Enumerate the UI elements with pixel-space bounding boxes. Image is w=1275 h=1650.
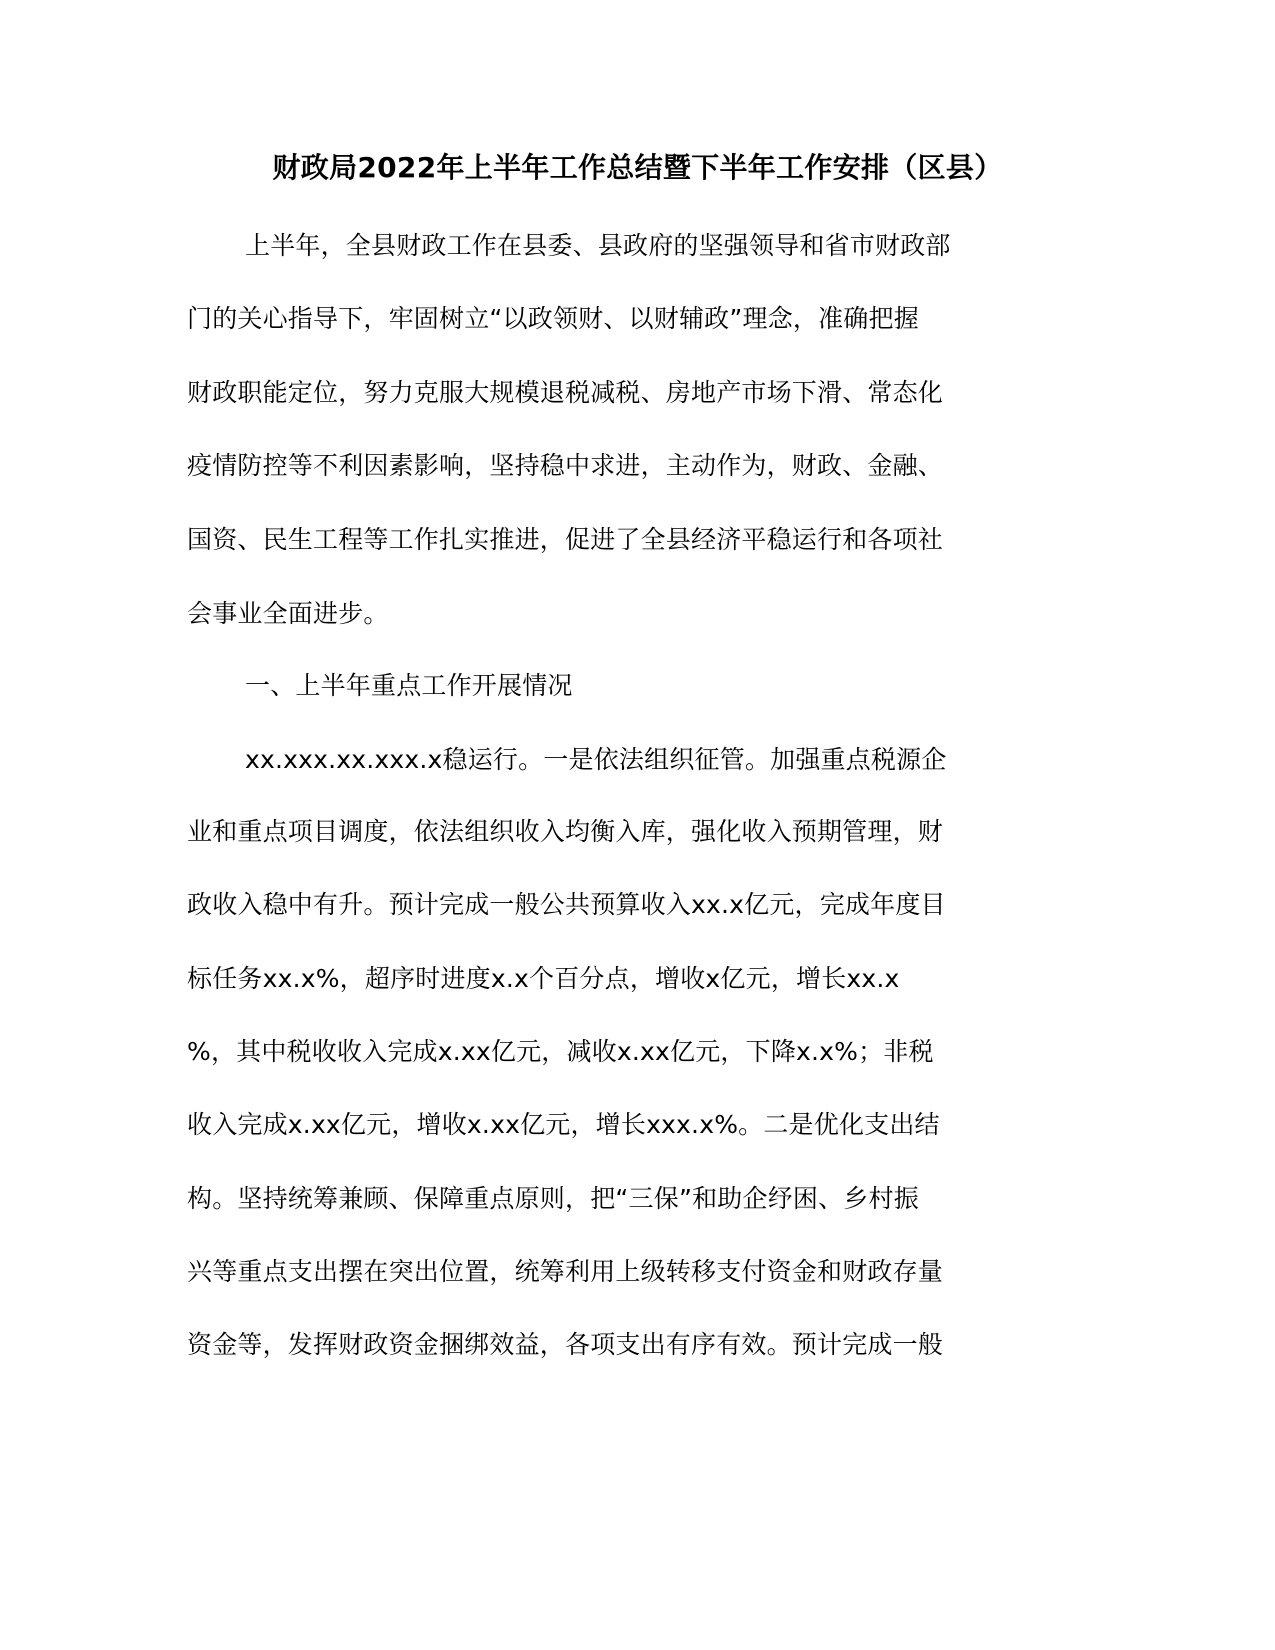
paragraph-line: 业和重点项目调度，依法组织收入均衡入库，强化收入预期管理，财 (187, 817, 944, 846)
paragraph-line: 门的关心指导下，牢固树立“以政领财、以财辅政”理念，准确把握 (187, 304, 919, 333)
paragraph-line: 财政职能定位，努力克服大规模退税减税、房地产市场下滑、常态化 (187, 378, 944, 407)
paragraph-line: 资金等，发挥财政资金捆绑效益，各项支出有序有效。预计完成一般 (187, 1330, 944, 1359)
paragraph-line: 疫情防控等不利因素影响，坚持稳中求进，主动作为，财政、金融、 (187, 451, 944, 480)
paragraph-line: 会事业全面进步。 (187, 599, 389, 628)
paragraph-line: 政收入稳中有升。预计完成一般公共预算收入xx.x亿元，完成年度目 (187, 890, 946, 919)
paragraph-line: xx.xxx.xx.xxx.x稳运行。一是依法组织征管。加强重点税源企 (245, 745, 947, 774)
paragraph-line: 收入完成x.xx亿元，增收x.xx亿元，增长xxx.x%。二是优化支出结 (187, 1110, 940, 1139)
section-heading: 一、上半年重点工作开展情况 (245, 671, 573, 700)
document-title: 财政局2022年上半年工作总结暨下半年工作安排（区县） (272, 151, 1003, 184)
paragraph-line: 国资、民生工程等工作扎实推进，促进了全县经济平稳运行和各项社 (187, 525, 944, 554)
paragraph-line: 上半年，全县财政工作在县委、县政府的坚强领导和省市财政部 (245, 231, 951, 260)
paragraph-line: %，其中税收收入完成x.xx亿元，减收x.xx亿元，下降x.x%；非税 (187, 1037, 934, 1066)
paragraph-line: 标任务xx.x%，超序时进度x.x个百分点，增收x亿元，增长xx.x (187, 964, 900, 993)
paragraph-line: 兴等重点支出摆在突出位置，统筹利用上级转移支付资金和财政存量 (187, 1257, 944, 1286)
paragraph-line: 构。坚持统筹兼顾、保障重点原则，把“三保”和助企纾困、乡村振 (187, 1184, 919, 1213)
